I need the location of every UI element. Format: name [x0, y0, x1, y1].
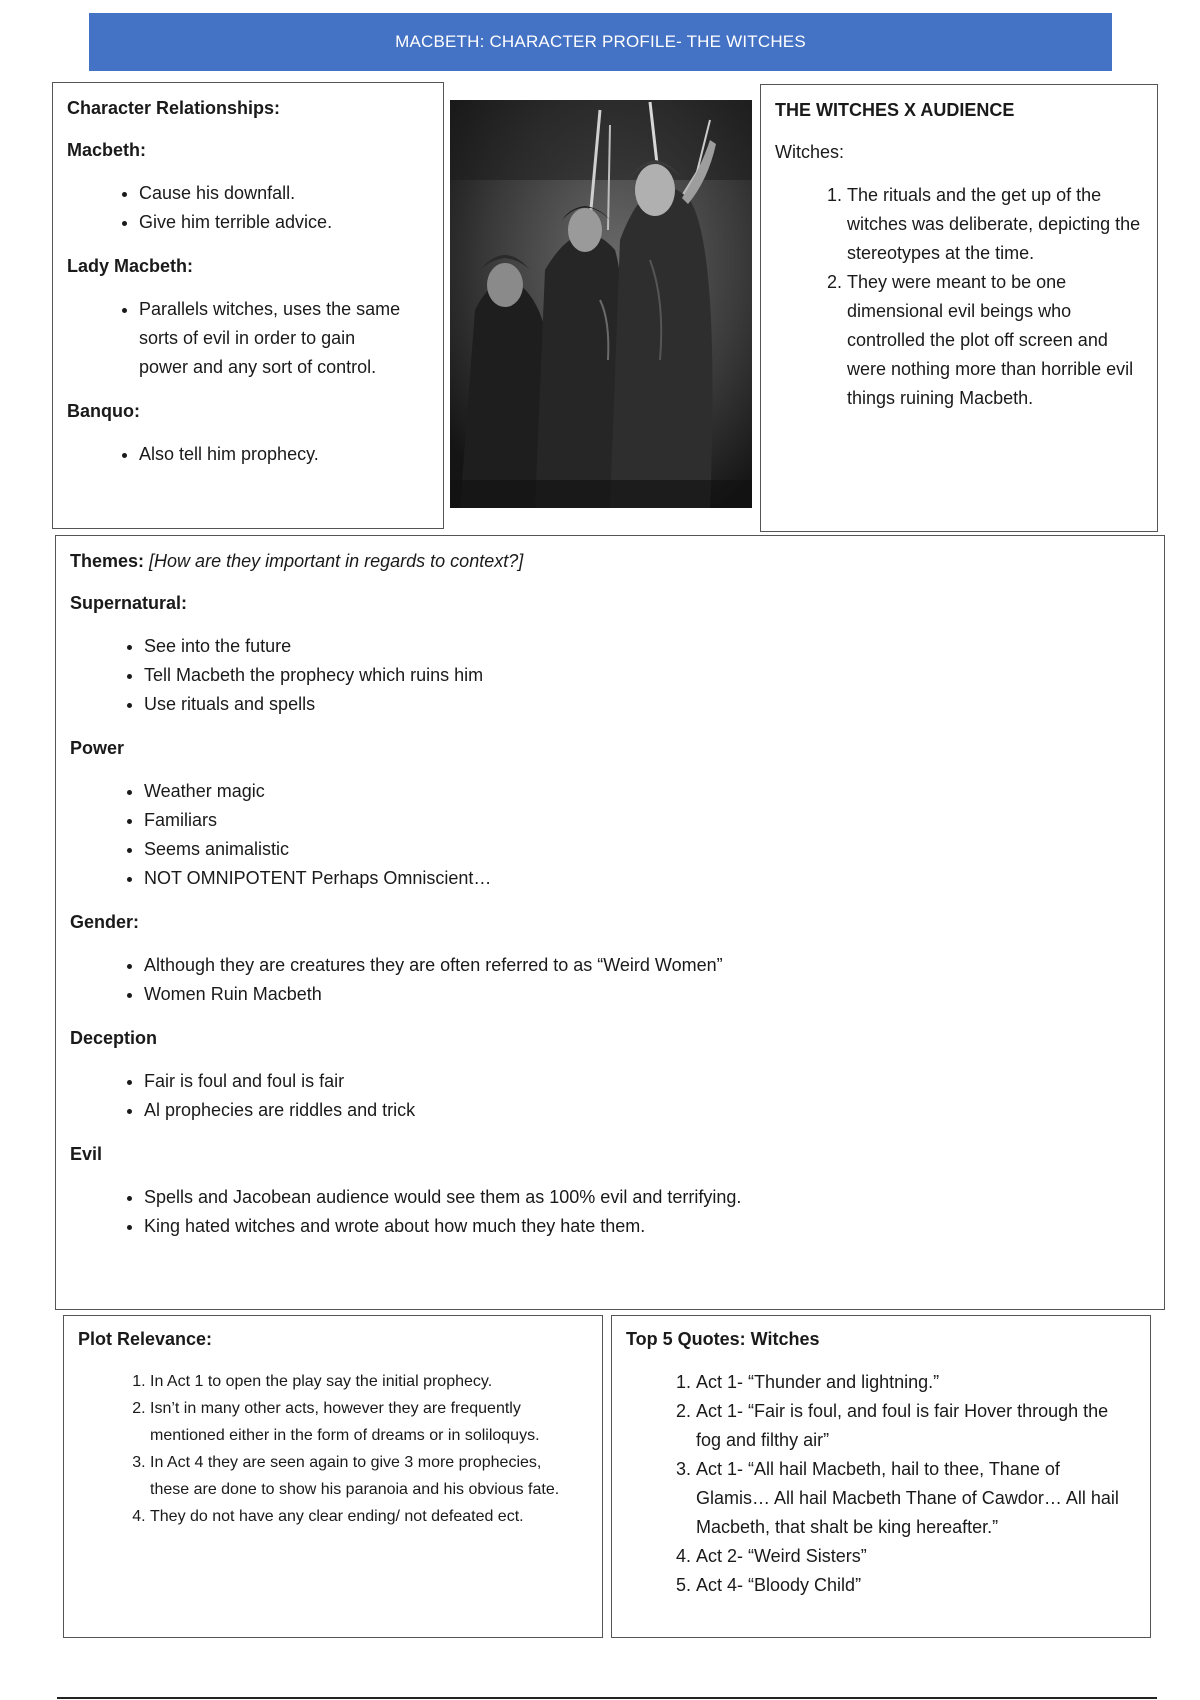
list-item: 4. Act 2- “Weird Sisters” — [696, 1542, 1130, 1571]
top-quotes-box — [611, 1315, 1151, 1638]
list-item: • Give him terrible advice. — [139, 208, 433, 237]
gender-label: Gender: — [70, 912, 140, 932]
relationships-heading: Character Relationships: — [67, 98, 281, 118]
list-item: • Al prophecies are riddles and trick — [144, 1096, 1154, 1125]
power-label: Power — [70, 738, 125, 758]
deception-list — [70, 1067, 1154, 1125]
witches-image-icon — [450, 100, 752, 508]
plot-heading: Plot Relevance: — [78, 1329, 213, 1349]
list-item: • Use rituals and spells — [144, 690, 1154, 719]
macbeth-label: Macbeth: — [67, 140, 147, 160]
lady-macbeth-label: Lady Macbeth: — [67, 256, 194, 276]
themes-label: Themes: — [70, 551, 145, 571]
banquo-label: Banquo: — [67, 401, 140, 421]
themes-prompt: [How are they important in regards to context?] — [149, 551, 524, 571]
list-item: 1. In Act 1 to open the play say the initial prophecy. — [150, 1368, 572, 1395]
list-item: 2. Act 1- “Fair is foul, and foul is fair Hover through the fog and filthy air” — [696, 1397, 1130, 1455]
list-item: • Tell Macbeth the prophecy which ruins him — [144, 661, 1154, 690]
audience-list — [775, 181, 1147, 413]
list-item: 2. Isn’t in many other acts, however they are frequently mentioned either in the form of dreams or in soliloquys. — [150, 1395, 572, 1449]
quotes-heading: Top 5 Quotes: Witches — [626, 1329, 820, 1349]
list-item: • Seems animalistic — [144, 835, 1154, 864]
list-item: 3. Act 1- “All hail Macbeth, hail to thee, Thane of Glamis… All hail Macbeth Thane of Cawdor… All hail Macbeth, that shalt be king hereafter.” — [696, 1455, 1130, 1542]
supernatural-label: Supernatural: — [70, 593, 188, 613]
list-item: • Weather magic — [144, 777, 1154, 806]
list-item: • Familiars — [144, 806, 1154, 835]
quotes-list — [626, 1368, 1140, 1600]
plot-list — [78, 1368, 592, 1530]
list-item: 5. Act 4- “Bloody Child” — [696, 1571, 1130, 1600]
list-item: • Fair is foul and foul is fair — [144, 1067, 1154, 1096]
banquo-list — [67, 440, 433, 469]
power-list — [70, 777, 1154, 893]
evil-label: Evil — [70, 1144, 103, 1164]
audience-heading: THE WITCHES X AUDIENCE — [775, 100, 1015, 120]
witches-photo — [450, 100, 752, 508]
list-item: 1. The rituals and the get up of the witches was deliberate, depicting the stereotypes at the time. — [847, 181, 1147, 268]
themes-heading — [70, 548, 1154, 574]
footer-divider — [57, 1697, 1157, 1699]
gender-list — [70, 951, 1154, 1009]
list-item: • Women Ruin Macbeth — [144, 980, 1154, 1009]
lady-macbeth-list — [67, 295, 433, 382]
list-item: 1. Act 1- “Thunder and lightning.” — [696, 1368, 1130, 1397]
macbeth-list — [67, 179, 433, 237]
character-relationships-box — [52, 82, 444, 529]
list-item: 4. They do not have any clear ending/ not defeated ect. — [150, 1503, 572, 1530]
list-item: • Parallels witches, uses the same sorts of evil in order to gain power and any sort of control. — [139, 295, 409, 382]
list-item: • Spells and Jacobean audience would see them as 100% evil and terrifying. — [144, 1183, 1154, 1212]
list-item: 2. They were meant to be one dimensional evil beings who controlled the plot off screen and were nothing more than horrible evil things ruining Macbeth. — [847, 268, 1147, 413]
witches-label: Witches: — [775, 142, 845, 162]
list-item: • Cause his downfall. — [139, 179, 433, 208]
list-item: • King hated witches and wrote about how much they hate them. — [144, 1212, 1154, 1241]
list-item: • Although they are creatures they are often referred to as “Weird Women” — [144, 951, 1154, 980]
page-title: MACBETH: CHARACTER PROFILE- THE WITCHES — [89, 13, 1112, 71]
evil-list — [70, 1183, 1154, 1241]
list-item: 3. In Act 4 they are seen again to give 3 more prophecies, these are done to show his paranoia and his obvious fate. — [150, 1449, 572, 1503]
plot-relevance-box — [63, 1315, 603, 1638]
list-item: • See into the future — [144, 632, 1154, 661]
list-item: • Also tell him prophecy. — [139, 440, 433, 469]
deception-label: Deception — [70, 1028, 158, 1048]
list-item: • NOT OMNIPOTENT Perhaps Omniscient… — [144, 864, 1154, 893]
witches-audience-box — [760, 84, 1158, 532]
themes-box — [55, 535, 1165, 1310]
supernatural-list — [70, 632, 1154, 719]
